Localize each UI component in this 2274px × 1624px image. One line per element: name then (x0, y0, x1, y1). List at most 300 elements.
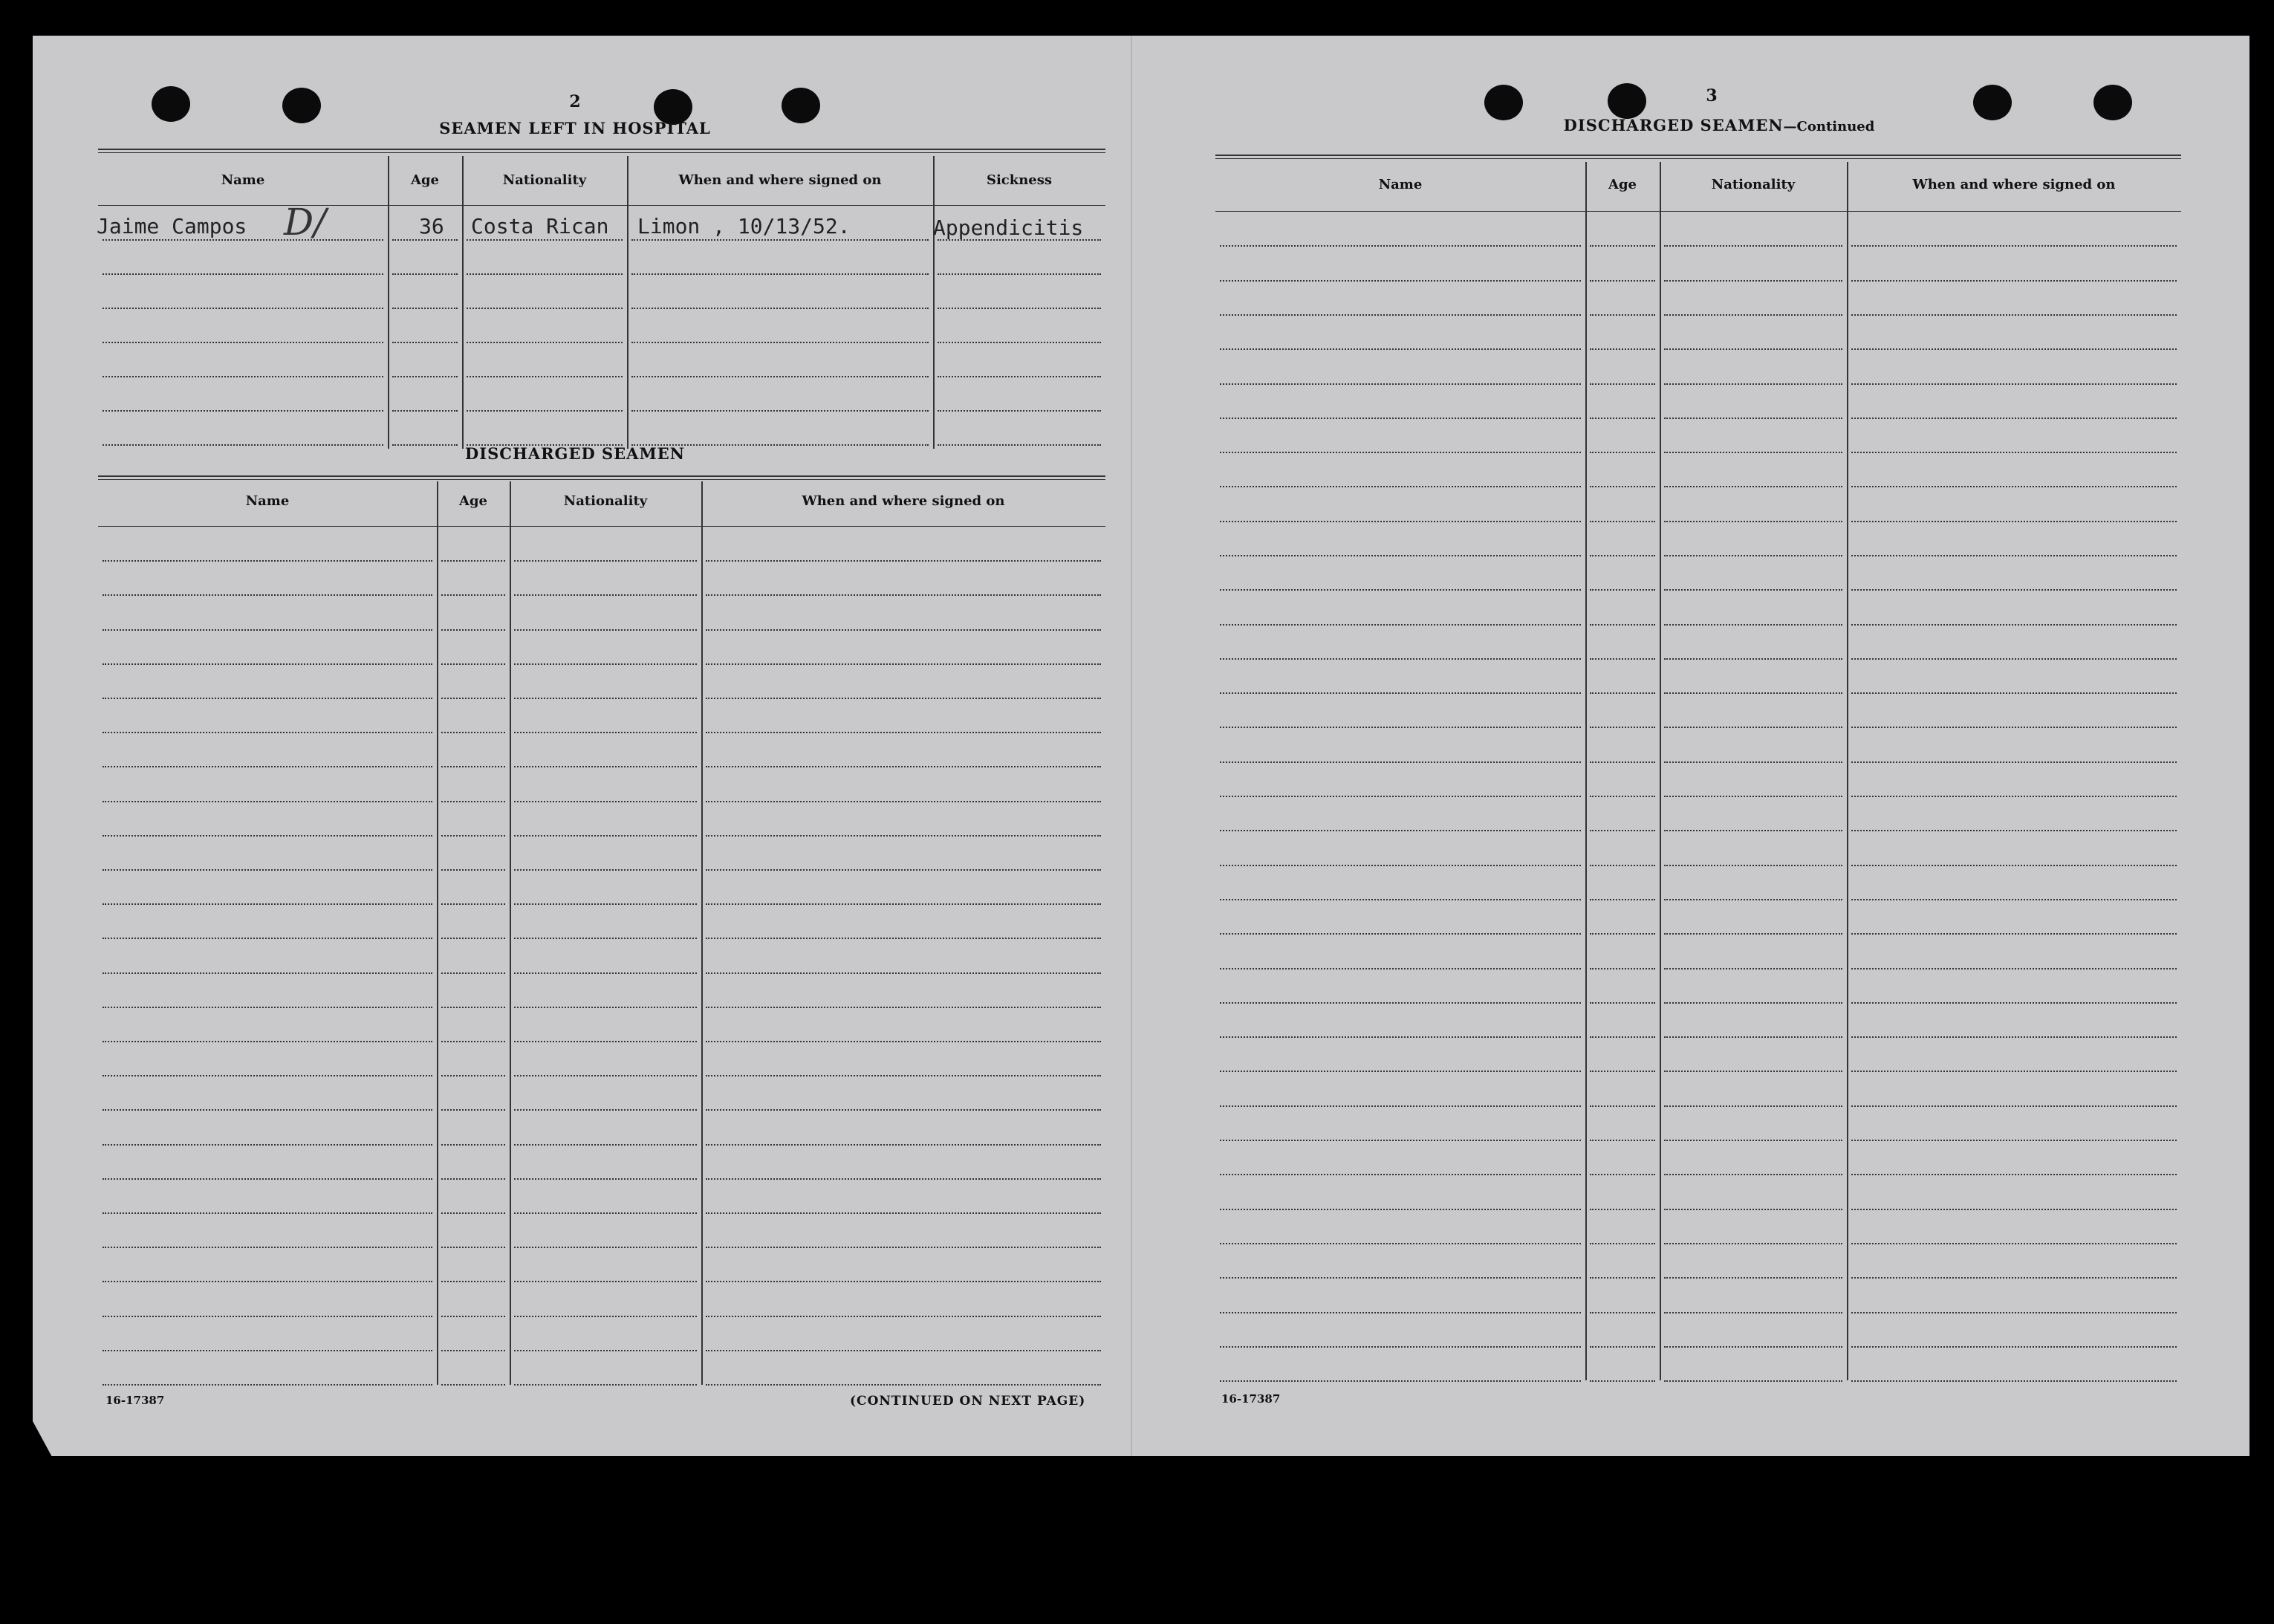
row-line (1851, 1105, 2177, 1107)
row-line (514, 1384, 697, 1386)
row-line (514, 903, 697, 905)
row-line (441, 629, 505, 631)
section-title-discharged-continued (1533, 116, 1905, 134)
row-line (1590, 452, 1655, 453)
column-header: When and where signed on (678, 172, 882, 188)
row-line (1664, 1277, 1842, 1279)
row-line (1851, 486, 2177, 487)
row-line (441, 1178, 505, 1180)
column-divider (701, 481, 703, 1385)
row-line (103, 801, 432, 802)
row-line (103, 1075, 432, 1076)
row-line (1664, 348, 1842, 350)
column-header: Sickness (986, 172, 1053, 188)
handwritten-mark: D/ (284, 201, 326, 244)
header-rule (98, 526, 1105, 527)
row-line (1220, 899, 1581, 900)
row-line (631, 376, 929, 377)
row-line (1664, 1140, 1842, 1141)
row-line (1664, 1002, 1842, 1004)
row-line (103, 869, 432, 871)
row-line (706, 594, 1101, 596)
row-line (103, 239, 383, 241)
row-line (706, 663, 1101, 665)
row-line (1851, 1380, 2177, 1382)
seaman-sickness: Appendicitis (933, 215, 1084, 240)
row-line (1590, 314, 1655, 316)
row-line (103, 663, 432, 665)
column-divider (627, 156, 628, 449)
row-line (1590, 624, 1655, 626)
row-line (706, 732, 1101, 733)
row-line (1220, 1380, 1581, 1382)
row-line (706, 1178, 1101, 1180)
row-line (1664, 1243, 1842, 1244)
row-line (1220, 1312, 1581, 1313)
row-line (1664, 1174, 1842, 1175)
row-line (514, 801, 697, 802)
row-line (1590, 1312, 1655, 1313)
section-title-main: DISCHARGED SEAMEN (1563, 116, 1784, 134)
row-line (1851, 899, 2177, 900)
page-number: 3 (1706, 86, 1718, 105)
column-header: Name (221, 172, 265, 188)
row-line (706, 903, 1101, 905)
row-line (1590, 1105, 1655, 1107)
row-line (1220, 1277, 1581, 1279)
row-line (514, 732, 697, 733)
row-line (1220, 245, 1581, 247)
row-line (706, 1144, 1101, 1146)
row-line (1664, 727, 1842, 728)
row-line (103, 1144, 432, 1146)
row-line (631, 308, 929, 309)
row-line (1851, 727, 2177, 728)
row-line (467, 342, 623, 343)
row-line (1590, 589, 1655, 591)
row-line (1851, 348, 2177, 350)
row-line (938, 376, 1101, 377)
column-divider (388, 156, 389, 449)
row-line (103, 444, 383, 446)
row-line (392, 342, 458, 343)
row-line (631, 273, 929, 275)
row-line (1664, 1346, 1842, 1348)
row-line (1590, 1346, 1655, 1348)
row-line (1851, 692, 2177, 694)
row-line (1664, 1071, 1842, 1072)
row-line (1590, 383, 1655, 385)
row-line (441, 903, 505, 905)
row-line (441, 1075, 505, 1076)
row-line (1220, 1209, 1581, 1210)
column-header: Age (410, 172, 439, 188)
row-line (706, 801, 1101, 802)
row-line (441, 560, 505, 562)
column-header: Age (458, 493, 487, 509)
row-line (441, 1384, 505, 1386)
row-line (1664, 1105, 1842, 1107)
row-line (1590, 968, 1655, 969)
row-line (103, 835, 432, 837)
row-line (103, 1316, 432, 1317)
row-line (1590, 761, 1655, 763)
row-line (706, 1281, 1101, 1282)
row-line (441, 1350, 505, 1351)
row-line (103, 308, 383, 309)
row-line (1851, 1209, 2177, 1210)
row-line (514, 938, 697, 939)
column-header: Name (245, 493, 290, 509)
row-line (441, 1144, 505, 1146)
row-line (1220, 796, 1581, 797)
row-line (1851, 761, 2177, 763)
row-line (514, 1350, 697, 1351)
row-line (467, 376, 623, 377)
row-line (706, 1350, 1101, 1351)
row-line (1220, 348, 1581, 350)
row-line (103, 629, 432, 631)
row-line (103, 376, 383, 377)
column-header: Nationality (563, 493, 648, 509)
row-line (441, 1109, 505, 1111)
row-line (1664, 1209, 1842, 1210)
row-line (1590, 865, 1655, 866)
row-line (938, 410, 1101, 412)
row-line (441, 938, 505, 939)
column-divider (462, 156, 464, 449)
row-line (1851, 1346, 2177, 1348)
row-line (1664, 968, 1842, 969)
row-line (706, 1075, 1101, 1076)
row-line (1590, 830, 1655, 831)
row-line (1851, 314, 2177, 316)
row-line (1664, 865, 1842, 866)
row-line (1220, 521, 1581, 522)
row-line (1590, 1002, 1655, 1004)
row-line (1851, 865, 2177, 866)
row-line (1851, 1140, 2177, 1141)
row-line (1220, 727, 1581, 728)
row-line (1664, 452, 1842, 453)
row-line (1220, 1036, 1581, 1038)
row-line (631, 239, 929, 241)
row-line (1851, 280, 2177, 282)
row-line (103, 732, 432, 733)
row-line (103, 1350, 432, 1351)
row-line (706, 766, 1101, 767)
row-line (938, 444, 1101, 446)
row-line (441, 1247, 505, 1248)
row-line (1664, 383, 1842, 385)
row-line (103, 766, 432, 767)
row-line (1851, 383, 2177, 385)
row-line (514, 1247, 697, 1248)
row-line (441, 698, 505, 699)
row-line (938, 308, 1101, 309)
continued-note: (CONTINUED ON NEXT PAGE) (850, 1394, 1086, 1409)
row-line (1590, 1140, 1655, 1141)
row-line (1220, 865, 1581, 866)
row-line (392, 410, 458, 412)
column-divider (437, 481, 438, 1385)
row-line (392, 239, 458, 241)
row-line (514, 1178, 697, 1180)
row-line (1664, 624, 1842, 626)
left-page (33, 36, 1131, 1456)
row-line (706, 1109, 1101, 1111)
row-line (103, 938, 432, 939)
row-line (1851, 589, 2177, 591)
row-line (1220, 1002, 1581, 1004)
row-line (103, 972, 432, 974)
row-line (1220, 1140, 1581, 1141)
row-line (1590, 1243, 1655, 1244)
row-line (1590, 1277, 1655, 1279)
row-line (514, 972, 697, 974)
row-line (1851, 452, 2177, 453)
row-line (706, 560, 1101, 562)
row-line (1851, 1312, 2177, 1313)
row-line (1664, 1380, 1842, 1382)
row-line (1590, 280, 1655, 282)
row-line (1220, 830, 1581, 831)
row-line (1664, 589, 1842, 591)
row-line (441, 835, 505, 837)
row-line (1590, 1036, 1655, 1038)
row-line (392, 376, 458, 377)
row-line (938, 342, 1101, 343)
section-title-suffix: —Continued (1783, 119, 1875, 134)
row-line (1220, 1174, 1581, 1175)
row-line (706, 1041, 1101, 1042)
row-line (1851, 245, 2177, 247)
row-line (103, 1007, 432, 1008)
row-line (392, 273, 458, 275)
row-line (1220, 1346, 1581, 1348)
row-line (1664, 692, 1842, 694)
row-line (1590, 1071, 1655, 1072)
row-line (1664, 830, 1842, 831)
row-line (441, 1007, 505, 1008)
row-line (1220, 589, 1581, 591)
row-line (1590, 727, 1655, 728)
row-line (1220, 692, 1581, 694)
row-line (103, 903, 432, 905)
row-line (1664, 658, 1842, 660)
row-line (1664, 486, 1842, 487)
row-line (1664, 418, 1842, 419)
row-line (706, 1384, 1101, 1386)
row-line (441, 1041, 505, 1042)
row-line (1851, 521, 2177, 522)
row-line (1664, 1312, 1842, 1313)
section-title-discharged: DISCHARGED SEAMEN (465, 444, 685, 463)
row-line (514, 698, 697, 699)
row-line (1220, 761, 1581, 763)
rule (1215, 155, 2181, 156)
row-line (103, 273, 383, 275)
row-line (706, 698, 1101, 699)
row-line (1590, 692, 1655, 694)
row-line (1220, 624, 1581, 626)
row-line (103, 342, 383, 343)
row-line (1664, 555, 1842, 556)
row-line (467, 239, 623, 241)
seaman-nationality: Costa Rican (471, 214, 609, 238)
column-header: When and where signed on (1912, 177, 2116, 192)
row-line (441, 801, 505, 802)
row-line (1851, 1277, 2177, 1279)
row-line (1664, 280, 1842, 282)
row-line (1851, 418, 2177, 419)
rule (98, 149, 1105, 150)
row-line (514, 1007, 697, 1008)
row-line (1590, 1209, 1655, 1210)
row-line (514, 1075, 697, 1076)
row-line (1664, 899, 1842, 900)
page-number: 2 (569, 92, 581, 111)
column-divider (510, 481, 511, 1385)
row-line (514, 766, 697, 767)
row-line (514, 869, 697, 871)
row-line (441, 1316, 505, 1317)
row-line (1590, 486, 1655, 487)
row-line (514, 1281, 697, 1282)
row-line (706, 629, 1101, 631)
row-line (514, 629, 697, 631)
row-line (103, 1384, 432, 1386)
row-line (103, 410, 383, 412)
row-line (1664, 933, 1842, 935)
row-line (1851, 1174, 2177, 1175)
row-line (706, 1316, 1101, 1317)
row-line (1664, 245, 1842, 247)
row-line (514, 1316, 697, 1317)
row-line (103, 560, 432, 562)
row-line (1220, 314, 1581, 316)
row-line (441, 1212, 505, 1214)
row-line (1851, 1036, 2177, 1038)
row-line (1590, 245, 1655, 247)
row-line (1220, 555, 1581, 556)
right-page (1132, 36, 2249, 1456)
row-line (706, 869, 1101, 871)
row-line (441, 1281, 505, 1282)
row-line (706, 972, 1101, 974)
row-line (1590, 555, 1655, 556)
row-line (1590, 418, 1655, 419)
seaman-signed-on: Limon , 10/13/52. (637, 214, 851, 238)
row-line (1590, 348, 1655, 350)
row-line (103, 698, 432, 699)
row-line (706, 1007, 1101, 1008)
row-line (441, 663, 505, 665)
column-divider (1660, 162, 1661, 1380)
column-header: Name (1378, 177, 1423, 192)
form-number: 16-17387 (1221, 1392, 1281, 1406)
rule (98, 475, 1105, 477)
row-line (514, 1109, 697, 1111)
row-line (103, 1281, 432, 1282)
row-line (1851, 1002, 2177, 1004)
row-line (514, 1212, 697, 1214)
row-line (1590, 658, 1655, 660)
row-line (1664, 521, 1842, 522)
row-line (1590, 899, 1655, 900)
column-divider (933, 156, 935, 449)
document-sheet (33, 36, 2249, 1456)
row-line (1220, 486, 1581, 487)
row-line (514, 1144, 697, 1146)
row-line (1851, 658, 2177, 660)
row-line (1851, 968, 2177, 969)
row-line (1851, 830, 2177, 831)
row-line (1590, 796, 1655, 797)
row-line (514, 835, 697, 837)
row-line (1664, 796, 1842, 797)
row-line (514, 594, 697, 596)
row-line (441, 732, 505, 733)
row-line (103, 594, 432, 596)
row-line (441, 594, 505, 596)
row-line (706, 1247, 1101, 1248)
row-line (1220, 1071, 1581, 1072)
row-line (441, 972, 505, 974)
row-line (514, 560, 697, 562)
row-line (938, 273, 1101, 275)
row-line (1220, 1243, 1581, 1244)
row-line (1220, 418, 1581, 419)
row-line (706, 1212, 1101, 1214)
row-line (1664, 761, 1842, 763)
row-line (1590, 521, 1655, 522)
row-line (1220, 383, 1581, 385)
row-line (1851, 624, 2177, 626)
row-line (1220, 1105, 1581, 1107)
seaman-name: Jaime Campos (97, 214, 247, 238)
row-line (514, 663, 697, 665)
row-line (706, 835, 1101, 837)
row-line (1851, 933, 2177, 935)
column-header: When and where signed on (802, 493, 1005, 509)
row-line (1664, 1036, 1842, 1038)
row-line (1590, 933, 1655, 935)
row-line (706, 938, 1101, 939)
row-line (1590, 1174, 1655, 1175)
row-line (631, 410, 929, 412)
seaman-age: 36 (419, 214, 444, 238)
row-line (1664, 314, 1842, 316)
header-rule (98, 205, 1105, 206)
row-line (441, 869, 505, 871)
row-line (467, 308, 623, 309)
row-line (1220, 933, 1581, 935)
column-header: Nationality (502, 172, 587, 188)
row-line (1220, 658, 1581, 660)
row-line (441, 766, 505, 767)
row-line (631, 342, 929, 343)
row-line (103, 1109, 432, 1111)
row-line (1220, 452, 1581, 453)
row-line (1851, 555, 2177, 556)
column-header: Age (1608, 177, 1637, 192)
row-line (1590, 1380, 1655, 1382)
row-line (103, 1178, 432, 1180)
row-line (103, 1247, 432, 1248)
column-divider (1847, 162, 1848, 1380)
row-line (1851, 1071, 2177, 1072)
